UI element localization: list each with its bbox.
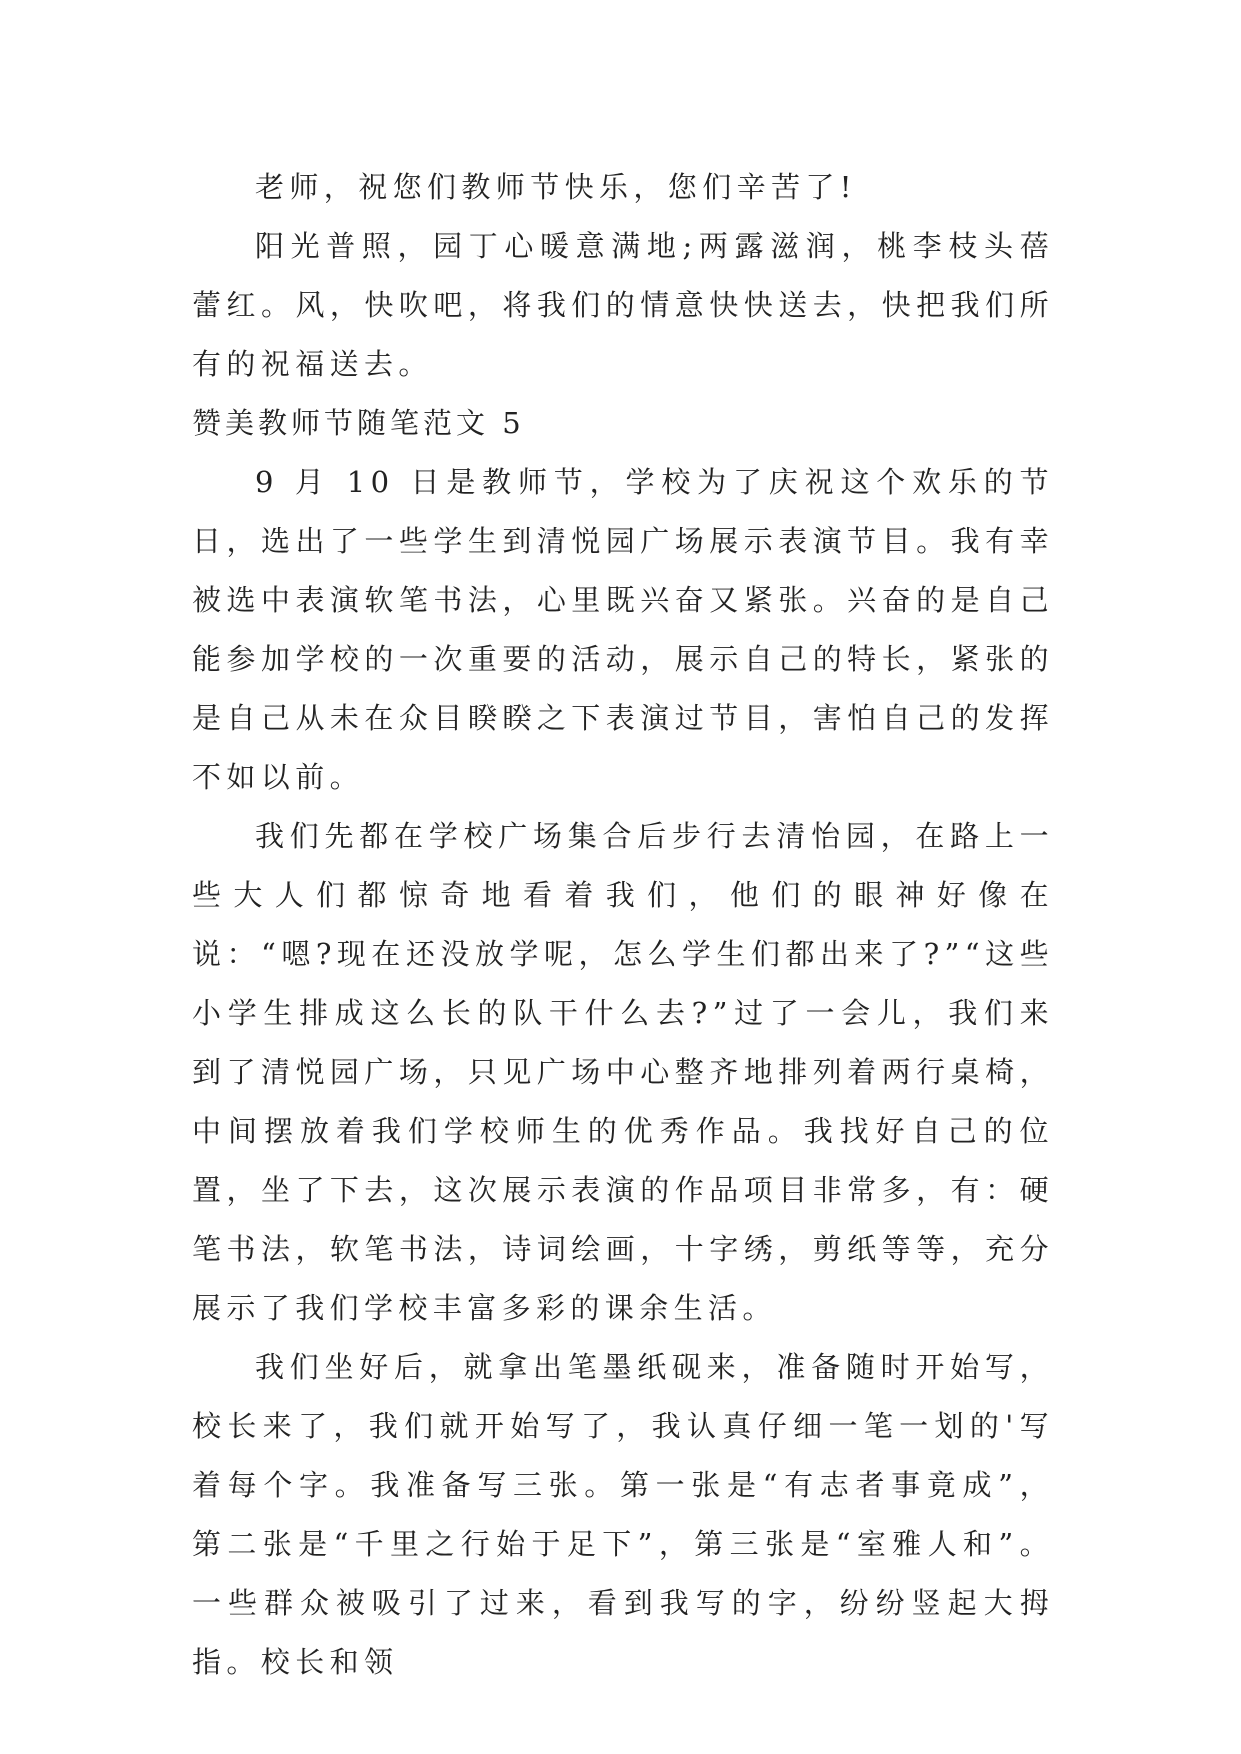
paragraph-greeting: 老师，祝您们教师节快乐，您们辛苦了!	[255, 170, 857, 204]
paragraph-calligraphy: 我们坐好后，就拿出笔墨纸砚来，准备随时开始写，校长来了，我们就开始写了，我认真仔细一笔一划的'写着每个字。我准备写三张。第一张是“有志者事竟成”，第二张是“千里之行始于足下”，第三张是“室雅人和”。一些群众被吸引了过来，看到我写的字，纷纷竖起大拇指。校长和领	[192, 1350, 1054, 1679]
section-heading: 赞美教师节随笔范文 5	[192, 406, 525, 440]
paragraph-teachers-day: 9 月 10 日是教师节，学校为了庆祝这个欢乐的节日，选出了一些学生到清悦园广场展示表演节目。我有幸被选中表演软笔书法，心里既兴奋又紧张。兴奋的是自己能参加学校的一次重要的活动，展示自己的特长，紧张的是自己从未在众目睽睽之下表演过节目，害怕自己的发挥不如以前。	[192, 465, 1054, 794]
paragraph-walk-to-park: 我们先都在学校广场集合后步行去清怡园，在路上一些大人们都惊奇地看着我们，他们的眼神好像在说：“嗯?现在还没放学呢，怎么学生们都出来了?”“这些小学生排成这么长的队干什么去?”过了一会儿，我们来到了清悦园广场，只见广场中心整齐地排列着两行桌椅，中间摆放着我们学校师生的优秀作品。我找好自己的位置，坐了下去，这次展示表演的作品项目非常多，有：硬笔书法，软笔书法，诗词绘画，十字绣，剪纸等等，充分展示了我们学校丰富多彩的课余生活。	[192, 819, 1054, 1325]
document-body	[192, 158, 1054, 1692]
paragraph-blessing: 阳光普照，园丁心暖意满地;两露滋润，桃李枝头蓓蕾红。风，快吹吧，将我们的情意快快送去，快把我们所有的祝福送去。	[192, 229, 1054, 381]
